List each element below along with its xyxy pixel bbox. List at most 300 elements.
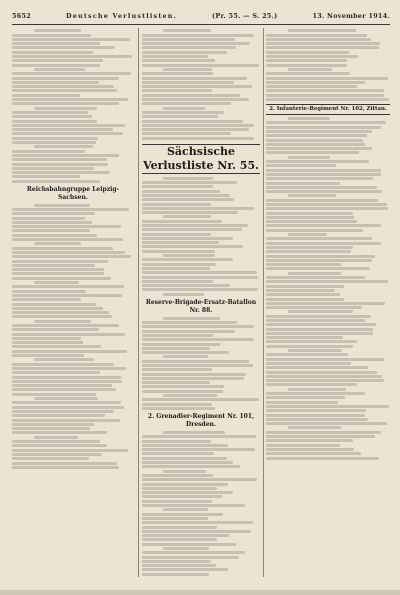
text-line [142,258,233,261]
text-line [288,233,327,236]
text-line [12,277,111,280]
text-line [266,396,345,399]
text-line [142,280,213,283]
text-line [266,259,372,262]
text-line [142,564,216,567]
text-line [266,72,350,75]
column-right [266,28,390,577]
text-line [34,145,93,148]
page-bottom-edge [0,590,400,595]
text-line [142,207,254,210]
text-line [142,483,228,486]
text-line [266,315,371,318]
text-line [142,34,254,37]
text-line [12,111,88,114]
text-line [288,426,341,429]
text-line [142,241,219,244]
text-line [12,401,121,404]
text-line [142,526,217,529]
text-line [142,288,258,291]
text-line [142,267,210,270]
text-line [288,156,329,159]
text-line [12,171,110,174]
text-line [142,530,251,533]
header-rule [12,24,390,25]
text-line [12,154,119,157]
page-number: 5652 [12,12,31,20]
text-line [142,203,211,206]
column-middle [142,28,260,577]
text-line [288,194,336,197]
text-line [12,350,127,353]
text-line [142,491,233,494]
text-block [142,317,260,410]
text-line [12,81,99,84]
text-line [12,98,128,101]
text-line [12,307,103,310]
text-line [12,225,121,228]
text-line [288,117,329,120]
text-line [266,173,381,176]
text-line [142,556,239,559]
text-line [12,268,104,271]
text-line [142,98,249,101]
text-line [266,186,377,189]
text-line [12,77,119,80]
text-line [142,228,242,231]
section-heading: 2. Infanterie-Regiment Nr. 102, Zittau. [266,104,390,115]
text-line [12,94,80,97]
text-line [266,255,375,258]
text-line [266,340,357,343]
text-line [142,478,257,481]
text-line [142,343,220,346]
text-line [34,29,81,32]
text-line [266,302,385,305]
text-line [142,198,234,201]
text-line [12,285,124,288]
text-line [163,293,204,296]
text-line [266,38,371,41]
text-line [12,234,97,237]
text-line [266,203,387,206]
text-line [266,190,382,193]
text-line [12,208,129,211]
text-line [142,560,211,563]
text-line [12,294,122,297]
text-line [266,452,361,455]
text-block [266,117,390,459]
text-line [266,139,363,142]
text-line [266,34,367,37]
text-line [266,126,381,129]
text-line [266,51,349,54]
text-line [142,377,244,380]
text-line [12,175,80,178]
text-line [142,364,253,367]
page-header [12,10,390,22]
text-line [163,431,225,434]
text-line [266,328,373,331]
text-line [266,414,365,417]
text-line [266,130,372,133]
text-line [142,330,235,333]
text-line [266,121,386,124]
text-line [34,397,98,400]
text-line [12,341,83,344]
text-line [142,543,236,546]
text-line [163,215,211,218]
column-separator [138,28,139,577]
text-line [163,68,212,71]
text-line [142,398,259,401]
text-line [266,405,389,408]
text-line [12,410,114,413]
text-line [12,363,114,366]
text-line [142,89,212,92]
text-block [142,29,260,139]
text-line [142,72,213,75]
text-line [12,255,131,258]
text-line [12,315,112,318]
text-line [12,380,122,383]
text-line [266,147,372,150]
text-line [142,334,213,337]
text-line [288,272,340,275]
text-line [12,120,97,123]
column-left [12,28,134,577]
text-line [142,185,213,188]
publication-title: Deutsche Verlustlisten. [66,12,178,20]
text-line [266,323,376,326]
text-line [12,423,94,426]
text-block [266,29,390,101]
text-line [266,216,354,219]
text-line [12,158,107,161]
text-line [12,393,96,396]
text-line [142,461,233,464]
text-line [288,310,353,313]
text-line [142,495,222,498]
text-line [266,276,365,279]
text-line [12,406,124,409]
text-line [142,321,237,324]
text-line [12,132,123,135]
text-line [12,72,131,75]
text-line [142,440,211,443]
text-line [163,107,205,110]
text-line [12,324,119,327]
text-line [12,453,102,456]
text-line [266,59,347,62]
text-line [163,254,215,257]
text-line [12,345,101,348]
text-line [12,247,113,250]
text-line [12,124,125,127]
text-line [12,444,107,447]
text-line [12,260,108,263]
text-line [266,242,381,245]
text-line [288,388,346,391]
text-line [266,246,353,249]
section-heading: Reichsbahngruppe Leipzig-Sachsen. [26,185,120,201]
text-line [12,89,117,92]
text-line [142,220,222,223]
text-line [163,470,205,473]
text-line [12,115,92,118]
column-separator [263,28,264,577]
text-line [34,320,91,323]
text-line [142,538,217,541]
text-line [288,29,355,32]
text-line [142,59,215,62]
text-line [12,51,93,54]
text-line [142,457,227,460]
text-line [12,221,92,224]
text-line [266,212,353,215]
text-line [142,373,246,376]
text-line [34,242,81,245]
text-block [142,177,260,296]
text-line [142,407,215,410]
text-line [12,141,96,144]
text-line [12,449,128,452]
text-line [142,55,208,58]
text-line [142,42,250,45]
text-line [12,46,115,49]
text-line [12,167,94,170]
text-line [142,111,224,114]
text-line [12,85,114,88]
text-line [142,551,245,554]
text-line [142,102,231,105]
issue-date: 13. November 1914. [312,12,390,20]
text-line [142,573,209,576]
text-line [266,263,341,266]
text-line [142,403,212,406]
text-line [34,107,97,110]
text-line [12,462,117,465]
text-line [266,431,381,434]
text-line [266,250,351,253]
text-line [142,190,220,193]
text-line [12,303,96,306]
text-line [12,388,116,391]
text-line [142,224,248,227]
text-line [142,368,212,371]
text-line [142,181,237,184]
text-line [163,317,220,320]
text-line [142,500,212,503]
text-line [142,284,230,287]
text-line [142,233,211,236]
section-heading: Reserve-Brigade-Ersatz-Batallon Nr. 88. [145,298,257,314]
text-line [266,358,384,361]
text-line [266,298,344,301]
text-line [12,64,100,67]
text-line [142,94,240,97]
text-line [12,229,90,232]
text-block [142,431,260,576]
text-line [142,250,215,253]
text-line [266,164,336,167]
text-line [12,354,84,357]
text-line [12,376,121,379]
text-line [12,264,95,267]
text-line [12,238,123,241]
text-line [288,349,342,352]
text-line [12,337,81,340]
text-line [142,325,254,328]
text-line [266,151,359,154]
text-line [266,401,338,404]
text-line [266,285,344,288]
text-line [12,102,119,105]
text-line [266,77,388,80]
text-line [12,384,112,387]
text-line [12,290,86,293]
text-line [266,177,373,180]
text-line [142,504,245,507]
text-line [266,379,384,382]
text-line [142,521,253,524]
text-line [34,204,91,207]
text-line [12,272,104,275]
text-line [12,212,95,215]
text-line [142,211,238,214]
text-line [163,508,208,511]
text-line [266,229,363,232]
text-line [142,237,233,240]
text-line [266,267,370,270]
text-line [142,77,247,80]
text-line [142,64,259,67]
text-line [266,89,384,92]
text-line [266,444,340,447]
text-line [266,85,357,88]
text-line [12,59,103,62]
text-line [266,220,357,223]
text-line [12,371,100,374]
text-block [12,204,134,469]
text-line [163,394,216,397]
text-line [12,55,132,58]
text-line [266,98,389,101]
text-line [266,332,373,335]
text-line [266,94,384,97]
text-line [12,217,85,220]
text-line [12,38,130,41]
text-line [142,390,223,393]
text-line [142,517,208,520]
text-line [142,194,230,197]
section-heading: 2. Grenadier-Regiment Nr. 101, Dresden. [147,412,255,428]
text-line [163,177,213,180]
text-line [142,465,240,468]
text-line [266,448,354,451]
main-heading: Sächsische Verlustliste Nr. 55. [143,144,259,172]
text-line [142,452,214,455]
text-line [266,435,375,438]
text-line [142,51,227,54]
text-line [12,34,91,37]
text-line [266,409,366,412]
text-line [266,457,379,460]
text-line [266,199,378,202]
text-line [34,281,79,284]
text-line [142,271,257,274]
text-line [12,419,120,422]
text-line [266,345,353,348]
text-line [12,42,100,45]
text-line [142,276,258,279]
text-line [266,289,335,292]
text-line [142,81,234,84]
text-line [266,375,382,378]
text-line [142,128,249,131]
text-line [142,120,243,123]
text-line [142,474,213,477]
text-line [142,115,218,118]
text-line [34,436,78,439]
text-line [266,169,381,172]
text-line [12,251,125,254]
text-line [266,224,381,227]
text-line [266,353,348,356]
text-line [142,137,254,140]
text-line [163,547,209,550]
text-line [12,431,107,434]
text-line [266,366,368,369]
text-line [34,358,94,361]
text-line [142,568,228,571]
text-line [266,383,357,386]
text-line [34,68,85,71]
text-line [12,311,109,314]
text-line [142,245,243,248]
text-line [12,128,113,131]
text-line [142,534,229,537]
text-line [12,328,99,331]
text-line [142,46,236,49]
text-line [12,457,89,460]
text-line [12,440,100,443]
text-line [142,448,255,451]
text-line [142,85,252,88]
text-line [266,237,372,240]
text-line [142,435,256,438]
text-line [266,293,340,296]
text-line [142,385,224,388]
text-line [12,427,90,430]
text-block [12,29,134,182]
text-line [142,487,217,490]
text-line [266,134,367,137]
text-line [266,42,380,45]
text-line [142,338,254,341]
text-line [266,81,365,84]
text-line [266,439,353,442]
text-line [12,180,100,183]
text-line [288,68,331,71]
text-line [142,360,249,363]
text-line [266,160,369,163]
text-line [12,163,108,166]
text-line [266,336,343,339]
text-line [266,64,347,67]
text-line [12,150,85,153]
text-line [163,355,208,358]
